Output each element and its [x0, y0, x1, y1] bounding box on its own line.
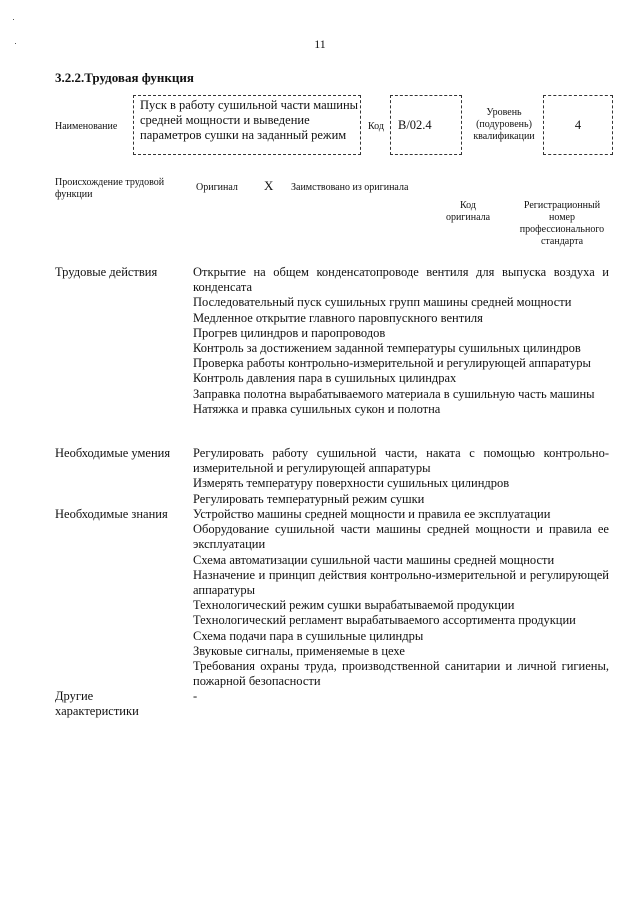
- list-item: Регулировать работу сушильной части, наката с помощью контрольно-измерительной и регулирующей аппаратуры: [193, 446, 609, 476]
- list-item: Звуковые сигналы, применяемые в цехе: [193, 643, 405, 658]
- row-label-actions: Трудовые действия: [55, 265, 158, 279]
- code-label: Код: [368, 121, 384, 132]
- skills-list: [193, 446, 609, 507]
- origin-original: Оригинал: [196, 182, 238, 193]
- list-item: Открытие на общем конденсатопроводе вентиля для выпуска воздуха и конденсата: [193, 265, 609, 295]
- name-label: Наименование: [55, 121, 118, 132]
- list-item: Требования охраны труда, производственной санитарии и личной гигиены, пожарной безопасности: [193, 659, 609, 689]
- list-item: Устройство машины средней мощности и правила ее эксплуатации: [193, 507, 551, 521]
- list-item: Оборудование сушильной части машины средней мощности и правила ее эксплуатации: [193, 522, 609, 552]
- origin-mark: X: [264, 178, 274, 193]
- list-item: Назначение и принцип действия контрольно-измерительной и регулирующей аппаратуры: [193, 567, 609, 598]
- list-item: Технологический регламент вырабатываемого ассортимента продукции: [193, 613, 576, 628]
- list-item: Контроль за достижением заданной температуры сушильных цилиндров: [193, 341, 581, 356]
- reg-number-label: Регистрационный номер профессионального стандарта: [519, 200, 605, 247]
- list-item: Схема автоматизации сушильной части машины средней мощности: [193, 552, 555, 567]
- origin-label: Происхождение трудовой функции: [55, 177, 165, 200]
- row-label-knowledge: Необходимые знания: [55, 507, 168, 521]
- list-item: Прогрев цилиндров и паропроводов: [193, 325, 386, 340]
- list-item: Заправка полотна вырабатываемого материала в сушильную часть машины: [193, 386, 595, 401]
- level-label: Уровень (подуровень) квалификации: [473, 107, 535, 142]
- row-label-skills: Необходимые умения: [55, 446, 171, 460]
- list-item: Последовательный пуск сушильных групп машины средней мощности: [193, 295, 572, 310]
- function-name-box: Пуск в работу сушильной части машины средней мощности и выведение параметров сушки на заданный режим: [133, 95, 361, 155]
- actions-list: [193, 265, 609, 417]
- list-item: Контроль давления пара в сушильных цилиндрах: [193, 371, 457, 386]
- list-item: Схема подачи пара в сушильные цилиндры: [193, 628, 424, 643]
- row-label-other: Другие характеристики: [55, 689, 139, 719]
- list-item: Технологический режим сушки вырабатываемой продукции: [193, 598, 515, 613]
- list-item: Проверка работы контрольно-измерительной и регулирующей аппаратуры: [193, 356, 591, 371]
- list-item: Медленное открытие главного паровпускного вентиля: [193, 310, 483, 325]
- list-item: Регулировать температурный режим сушки: [193, 491, 425, 506]
- other-list: [193, 689, 609, 704]
- list-item: Измерять температуру поверхности сушильных цилиндров: [193, 476, 510, 491]
- list-item: -: [193, 689, 198, 703]
- page-number: 11: [314, 37, 326, 51]
- list-item: Натяжка и правка сушильных сукон и полотна: [193, 401, 441, 416]
- knowledge-list: [193, 507, 609, 689]
- level-value-box: 4: [543, 95, 613, 155]
- section-title: 3.2.2.Трудовая функция: [55, 70, 194, 85]
- origin-borrowed: Заимствовано из оригинала: [291, 182, 409, 193]
- scan-speck: [13, 19, 14, 20]
- code-original-label: Код оригинала: [445, 200, 491, 223]
- code-value-box: В/02.4: [390, 95, 462, 155]
